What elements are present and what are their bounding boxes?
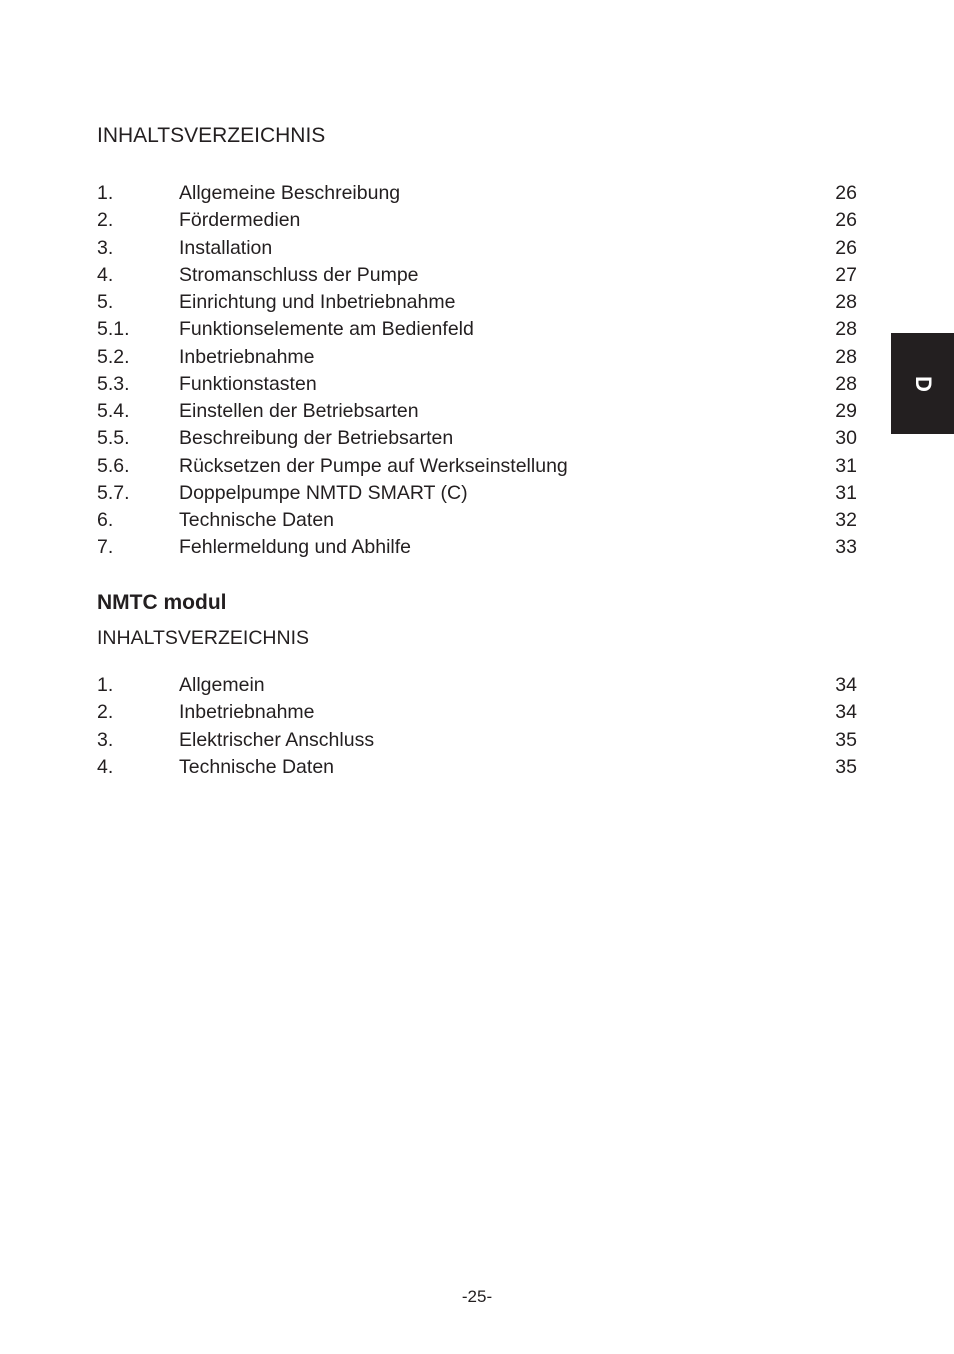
toc-list — [0, 180, 954, 562]
toc-entry-title: Beschreibung der Betriebsarten — [179, 427, 454, 450]
toc-entry-page: 26 — [835, 182, 857, 204]
language-tab-label: D — [910, 375, 936, 392]
toc-entry-page: 26 — [835, 209, 857, 232]
toc-entry-page: 28 — [835, 318, 857, 341]
toc-entry-number: 2. — [97, 209, 114, 232]
toc-entry-number: 3. — [97, 236, 114, 259]
toc-entry — [0, 754, 954, 781]
module-title: NMTC modul — [97, 591, 227, 614]
toc-entry-title: Technische Daten — [179, 756, 335, 779]
toc-heading: INHALTSVERZEICHNIS — [97, 124, 326, 147]
toc-entry-title: Doppelpumpe NMTD SMART (C) — [179, 481, 468, 504]
toc-entry — [0, 534, 954, 561]
toc-entry-number: 5.7. — [97, 481, 130, 504]
toc-entry — [0, 371, 954, 398]
toc-entry — [0, 344, 954, 371]
toc-entry-title: Inbetriebnahme — [179, 701, 315, 724]
toc-entry-number: 5.5. — [97, 427, 130, 450]
toc-entry-number: 5.3. — [97, 372, 130, 395]
toc-entry — [0, 507, 954, 534]
toc-entry-number: 3. — [97, 728, 114, 751]
toc-entry — [0, 262, 954, 289]
toc-entry-page: 29 — [835, 400, 857, 422]
toc-entry-page: 34 — [835, 674, 857, 696]
toc-entry-title: Fehlermeldung und Abhilfe — [179, 536, 411, 559]
toc-entry-title: Stromanschluss der Pumpe — [179, 263, 419, 286]
language-tab — [891, 333, 954, 434]
toc-entry-title: Elektrischer Anschluss — [179, 728, 375, 751]
toc-entry-number: 5.6. — [97, 454, 130, 477]
toc-entry-title: Fördermedien — [179, 209, 301, 232]
toc-entry — [0, 207, 954, 234]
page-number: -25- — [461, 1287, 493, 1306]
toc-entry-number: 5.2. — [97, 345, 130, 368]
toc-entry-number: 4. — [97, 263, 114, 286]
toc-entry — [0, 425, 954, 452]
toc-entry-page: 35 — [835, 756, 857, 779]
toc-entry-title: Funktionstasten — [179, 372, 317, 395]
toc-entry — [0, 699, 954, 726]
toc-entry — [0, 398, 954, 425]
toc-entry-title: Rücksetzen der Pumpe auf Werkseinstellung — [179, 454, 568, 477]
module-toc-list — [0, 672, 954, 782]
toc-entry — [0, 672, 954, 699]
toc-entry-number: 5.1. — [97, 318, 130, 341]
toc-entry-page: 26 — [835, 236, 857, 259]
toc-entry — [0, 180, 954, 207]
toc-entry-title: Einrichtung und Inbetriebnahme — [179, 291, 456, 313]
module-toc-heading: INHALTSVERZEICHNIS — [97, 627, 310, 649]
toc-entry-title: Inbetriebnahme — [179, 345, 315, 368]
toc-entry-title: Allgemeine Beschreibung — [179, 182, 401, 204]
toc-entry-page: 34 — [835, 701, 857, 724]
toc-entry-title: Technische Daten — [179, 509, 335, 531]
toc-entry-number: 1. — [97, 674, 114, 696]
toc-entry-page: 28 — [835, 372, 857, 395]
toc-entry — [0, 727, 954, 754]
toc-entry — [0, 289, 954, 316]
toc-entry — [0, 235, 954, 262]
toc-entry — [0, 480, 954, 507]
toc-entry-number: 5. — [97, 291, 114, 313]
toc-entry-page: 31 — [835, 481, 857, 504]
toc-entry — [0, 316, 954, 343]
toc-entry-title: Installation — [179, 236, 273, 259]
toc-entry-page: 28 — [835, 345, 857, 368]
toc-entry-number: 5.4. — [97, 400, 130, 422]
toc-entry-page: 31 — [835, 454, 857, 477]
toc-entry-page: 28 — [835, 291, 857, 313]
toc-entry-page: 30 — [835, 427, 857, 450]
toc-entry-number: 6. — [97, 509, 114, 531]
toc-entry-title: Allgemein — [179, 674, 265, 696]
toc-entry-page: 35 — [835, 728, 857, 751]
toc-entry-number: 7. — [97, 536, 114, 559]
toc-entry-number: 2. — [97, 701, 114, 724]
toc-entry-number: 1. — [97, 182, 114, 204]
toc-entry-number: 4. — [97, 756, 114, 779]
toc-entry-title: Funktionselemente am Bedienfeld — [179, 318, 474, 341]
toc-entry — [0, 453, 954, 480]
toc-entry-title: Einstellen der Betriebsarten — [179, 400, 419, 422]
toc-entry-page: 32 — [835, 509, 857, 531]
toc-entry-page: 33 — [835, 536, 857, 559]
toc-entry-page: 27 — [835, 263, 857, 286]
